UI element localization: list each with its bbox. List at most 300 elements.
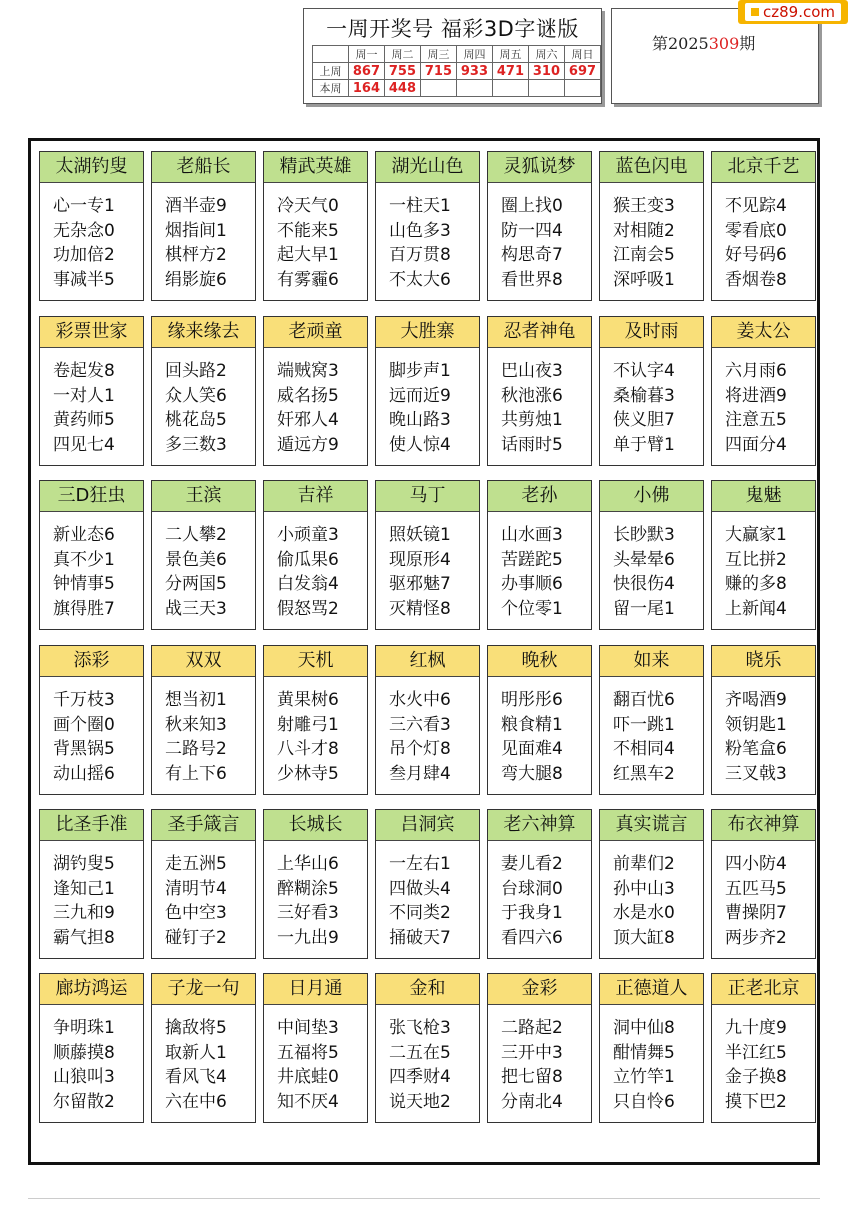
riddle-line: 捅破天7 bbox=[389, 927, 451, 948]
riddle-line: 长眇默3 bbox=[613, 525, 675, 545]
riddle-card bbox=[711, 645, 816, 795]
riddle-line: 红黑车2 bbox=[613, 763, 675, 784]
riddle-lines bbox=[264, 677, 367, 786]
riddle-line: 明彤彤6 bbox=[501, 690, 563, 710]
draw-results-table bbox=[312, 45, 601, 97]
riddle-lines bbox=[600, 677, 703, 786]
riddle-card-title: 双双 bbox=[152, 646, 255, 677]
riddle-line: 香烟卷8 bbox=[725, 269, 787, 290]
riddle-lines bbox=[712, 1005, 815, 1114]
riddle-lines bbox=[152, 1005, 255, 1114]
riddle-card bbox=[263, 316, 368, 466]
riddle-lines bbox=[488, 348, 591, 457]
riddle-line: 共剪烛1 bbox=[501, 410, 563, 430]
riddle-line: 两步齐2 bbox=[725, 927, 787, 948]
riddle-card-title: 子龙一句 bbox=[152, 974, 255, 1005]
riddle-lines bbox=[712, 512, 815, 621]
riddle-line: 一对人1 bbox=[53, 385, 115, 406]
riddle-card bbox=[151, 480, 256, 630]
riddle-line: 将进酒9 bbox=[725, 385, 787, 406]
riddle-line: 醉糊涂5 bbox=[277, 878, 339, 899]
riddle-card bbox=[487, 480, 592, 630]
riddle-card-title: 忍者神龟 bbox=[488, 317, 591, 348]
riddle-card-title: 长城长 bbox=[264, 810, 367, 841]
riddle-line: 好号码6 bbox=[725, 245, 787, 265]
riddle-lines bbox=[600, 512, 703, 621]
day-header: 周五 bbox=[492, 46, 528, 63]
riddle-lines bbox=[488, 1005, 591, 1114]
riddle-line: 只自怜6 bbox=[613, 1091, 675, 1112]
riddle-line: 功加倍2 bbox=[53, 245, 115, 265]
riddle-line: 走五洲5 bbox=[165, 854, 227, 874]
riddle-line: 旗得胜7 bbox=[53, 598, 115, 619]
riddle-line: 看世界8 bbox=[501, 269, 563, 290]
riddle-line: 少林寺5 bbox=[277, 763, 339, 784]
day-header: 周二 bbox=[384, 46, 420, 63]
riddle-line: 酣情舞5 bbox=[613, 1042, 675, 1063]
riddle-line: 众人笑6 bbox=[165, 385, 227, 406]
riddle-line: 见面难4 bbox=[501, 739, 563, 759]
riddle-line: 有雾霾6 bbox=[277, 269, 339, 290]
draw-number: 715 bbox=[420, 63, 456, 80]
riddle-line: 防一四4 bbox=[501, 220, 563, 241]
riddle-card-title: 大胜寨 bbox=[376, 317, 479, 348]
riddle-line: 立竹竿1 bbox=[613, 1067, 675, 1087]
riddle-card bbox=[151, 151, 256, 301]
riddle-line: 于我身1 bbox=[501, 903, 563, 923]
riddle-line: 事减半5 bbox=[53, 269, 115, 290]
riddle-card-title: 老船长 bbox=[152, 152, 255, 183]
riddle-card-title: 晓乐 bbox=[712, 646, 815, 677]
riddle-line: 五福将5 bbox=[277, 1042, 339, 1063]
riddle-lines bbox=[376, 677, 479, 786]
riddle-line: 妻儿看2 bbox=[501, 854, 563, 874]
riddle-card-title: 添彩 bbox=[40, 646, 143, 677]
riddle-card-title: 吕洞宾 bbox=[376, 810, 479, 841]
riddle-line: 粉笔盒6 bbox=[725, 739, 787, 759]
riddle-card-title: 湖光山色 bbox=[376, 152, 479, 183]
riddle-line: 背黑锅5 bbox=[53, 739, 115, 759]
draw-number: 867 bbox=[348, 63, 384, 80]
riddle-line: 画个圈0 bbox=[53, 714, 115, 735]
riddle-line: 回头路2 bbox=[165, 361, 227, 381]
riddle-line: 秋来知3 bbox=[165, 714, 227, 735]
riddle-line: 侠义胆7 bbox=[613, 410, 675, 430]
riddle-card bbox=[487, 316, 592, 466]
logo-square-icon bbox=[751, 8, 759, 16]
riddle-card-title: 正老北京 bbox=[712, 974, 815, 1005]
riddle-line: 话雨时5 bbox=[501, 434, 563, 455]
riddle-line: 顺藤摸8 bbox=[53, 1042, 115, 1063]
riddle-card-title: 鬼魅 bbox=[712, 481, 815, 512]
riddle-line: 棋枰方2 bbox=[165, 245, 227, 265]
riddle-lines bbox=[600, 841, 703, 950]
riddle-line: 单于臂1 bbox=[613, 434, 675, 455]
riddle-line: 叁月肆4 bbox=[389, 763, 451, 784]
riddle-line: 不相同4 bbox=[613, 739, 675, 759]
riddle-lines bbox=[264, 841, 367, 950]
riddle-card bbox=[599, 645, 704, 795]
riddle-card bbox=[487, 151, 592, 301]
riddle-card bbox=[39, 480, 144, 630]
riddle-line: 二五在5 bbox=[389, 1042, 451, 1063]
riddle-card-title: 比圣手准 bbox=[40, 810, 143, 841]
riddle-line: 清明节4 bbox=[165, 878, 227, 899]
riddle-line: 赚的多8 bbox=[725, 574, 787, 594]
riddle-line: 四面分4 bbox=[725, 434, 787, 455]
riddle-line: 六在中6 bbox=[165, 1091, 227, 1112]
riddle-line: 上华山6 bbox=[277, 854, 339, 874]
riddle-lines bbox=[152, 841, 255, 950]
panel-title: 一周开奖号 福彩3D字谜版 bbox=[326, 17, 579, 41]
riddle-card-title: 日月通 bbox=[264, 974, 367, 1005]
issue-number bbox=[652, 31, 755, 54]
riddle-line: 霸气担8 bbox=[53, 927, 115, 948]
riddle-lines bbox=[488, 841, 591, 950]
riddle-line: 秋池涨6 bbox=[501, 385, 563, 406]
table-row-last-week bbox=[313, 63, 601, 80]
riddle-card bbox=[39, 151, 144, 301]
site-badge[interactable] bbox=[738, 0, 848, 24]
riddle-lines bbox=[40, 512, 143, 621]
riddle-line: 翻百忧6 bbox=[613, 690, 675, 710]
riddle-line: 冷天气0 bbox=[277, 196, 339, 216]
riddle-lines bbox=[712, 348, 815, 457]
riddle-card bbox=[263, 973, 368, 1123]
riddle-line: 快很伤4 bbox=[613, 574, 675, 594]
draw-number bbox=[528, 80, 564, 97]
riddle-line: 留一尾1 bbox=[613, 598, 675, 619]
riddle-line: 二路起2 bbox=[501, 1018, 563, 1038]
riddle-card-title: 马丁 bbox=[376, 481, 479, 512]
riddle-line: 尔留散2 bbox=[53, 1091, 115, 1112]
riddle-card bbox=[151, 316, 256, 466]
riddle-line: 曹操阴7 bbox=[725, 903, 787, 923]
riddle-line: 真不少1 bbox=[53, 549, 115, 570]
riddle-line: 把七留8 bbox=[501, 1067, 563, 1087]
riddle-line: 黄药师5 bbox=[53, 410, 115, 430]
riddle-line: 三九和9 bbox=[53, 903, 115, 923]
riddle-lines bbox=[152, 512, 255, 621]
riddle-line: 三叉戟3 bbox=[725, 763, 787, 784]
riddle-line: 摸下巴2 bbox=[725, 1091, 787, 1112]
riddle-line: 二路号2 bbox=[165, 739, 227, 759]
riddle-line: 威名扬5 bbox=[277, 385, 339, 406]
riddle-line: 中间垫3 bbox=[277, 1018, 339, 1038]
riddle-card-title: 圣手箴言 bbox=[152, 810, 255, 841]
riddle-line: 说天地2 bbox=[389, 1091, 451, 1112]
riddle-card bbox=[487, 973, 592, 1123]
riddle-line: 巴山夜3 bbox=[501, 361, 563, 381]
riddle-line: 山色多3 bbox=[389, 220, 451, 241]
riddle-card bbox=[599, 973, 704, 1123]
riddle-lines bbox=[712, 841, 815, 950]
riddle-card bbox=[711, 809, 816, 959]
riddle-line: 深呼吸1 bbox=[613, 269, 675, 290]
riddle-card-title: 小佛 bbox=[600, 481, 703, 512]
riddle-card-title: 金和 bbox=[376, 974, 479, 1005]
riddle-line: 半江红5 bbox=[725, 1042, 787, 1063]
riddle-card-title: 缘来缘去 bbox=[152, 317, 255, 348]
riddle-line: 吊个灯8 bbox=[389, 739, 451, 759]
riddle-line: 领钥匙1 bbox=[725, 714, 787, 735]
riddle-card-title: 廊坊鸿运 bbox=[40, 974, 143, 1005]
draw-number bbox=[492, 80, 528, 97]
riddle-line: 江南会5 bbox=[613, 245, 675, 265]
riddle-line: 八斗才8 bbox=[277, 739, 339, 759]
riddle-line: 分南北4 bbox=[501, 1091, 563, 1112]
riddle-line: 湖钓叟5 bbox=[53, 854, 115, 874]
riddle-card-title: 及时雨 bbox=[600, 317, 703, 348]
riddle-lines bbox=[264, 348, 367, 457]
day-header: 周一 bbox=[348, 46, 384, 63]
riddle-card-title: 北京千艺 bbox=[712, 152, 815, 183]
riddle-line: 不同类2 bbox=[389, 903, 451, 923]
riddle-lines bbox=[152, 183, 255, 292]
riddle-line: 头晕晕6 bbox=[613, 549, 675, 570]
riddle-line: 粮食精1 bbox=[501, 714, 563, 735]
riddle-card-title: 王滨 bbox=[152, 481, 255, 512]
riddle-card bbox=[711, 316, 816, 466]
riddle-card bbox=[375, 645, 480, 795]
riddle-card bbox=[151, 809, 256, 959]
riddle-line: 井底蛙0 bbox=[277, 1067, 339, 1087]
riddle-line: 灭精怪8 bbox=[389, 598, 451, 619]
riddle-lines bbox=[376, 348, 479, 457]
riddle-line: 个位零1 bbox=[501, 598, 563, 619]
draw-number: 471 bbox=[492, 63, 528, 80]
divider bbox=[28, 1198, 820, 1199]
riddle-line: 战三天3 bbox=[165, 598, 227, 619]
riddle-card bbox=[599, 480, 704, 630]
riddle-line: 起大早1 bbox=[277, 245, 339, 265]
riddle-card-title: 如来 bbox=[600, 646, 703, 677]
riddle-line: 孙中山3 bbox=[613, 878, 675, 899]
riddle-line: 桑榆暮3 bbox=[613, 385, 675, 406]
riddle-lines bbox=[712, 677, 815, 786]
riddle-line: 四小防4 bbox=[725, 854, 787, 874]
riddle-line: 白发翁4 bbox=[277, 574, 339, 594]
riddle-line: 现原形4 bbox=[389, 549, 451, 570]
riddle-line: 遁远方9 bbox=[277, 434, 339, 455]
riddle-card-title: 天机 bbox=[264, 646, 367, 677]
riddle-line: 钟情事5 bbox=[53, 574, 115, 594]
riddle-card bbox=[263, 645, 368, 795]
riddle-card-title: 灵狐说梦 bbox=[488, 152, 591, 183]
riddle-card-title: 精武英雄 bbox=[264, 152, 367, 183]
riddle-card bbox=[263, 809, 368, 959]
draw-number bbox=[420, 80, 456, 97]
riddle-line: 四见七4 bbox=[53, 434, 115, 455]
draw-results-panel bbox=[303, 8, 602, 104]
riddle-line: 有上下6 bbox=[165, 763, 227, 784]
issue-number-value: 309 bbox=[708, 34, 740, 53]
riddle-line: 六月雨6 bbox=[725, 361, 787, 381]
riddle-card bbox=[599, 809, 704, 959]
riddle-line: 脚步声1 bbox=[389, 361, 451, 381]
riddle-card bbox=[39, 973, 144, 1123]
riddle-card bbox=[375, 480, 480, 630]
riddle-line: 不见踪4 bbox=[725, 196, 787, 216]
riddle-line: 桃花岛5 bbox=[165, 410, 227, 430]
riddle-line: 远而近9 bbox=[389, 385, 451, 406]
riddle-line: 看四六6 bbox=[501, 927, 563, 948]
issue-prefix: 第2025 bbox=[652, 34, 709, 53]
riddle-card bbox=[375, 316, 480, 466]
riddle-card-title: 老顽童 bbox=[264, 317, 367, 348]
riddle-line: 圈上找0 bbox=[501, 196, 563, 216]
riddle-line: 千万枝3 bbox=[53, 690, 115, 710]
riddle-lines bbox=[40, 183, 143, 292]
riddle-line: 前辈们2 bbox=[613, 854, 675, 874]
riddle-line: 取新人1 bbox=[165, 1042, 227, 1063]
riddle-card bbox=[263, 480, 368, 630]
riddle-line: 多三数3 bbox=[165, 434, 227, 455]
riddle-card-title: 老六神算 bbox=[488, 810, 591, 841]
riddle-line: 心一专1 bbox=[53, 196, 115, 216]
riddle-lines bbox=[40, 841, 143, 950]
riddle-line: 擒敌将5 bbox=[165, 1018, 227, 1038]
riddle-card bbox=[711, 151, 816, 301]
riddle-card bbox=[39, 316, 144, 466]
riddle-line: 三六看3 bbox=[389, 714, 451, 735]
riddle-line: 照妖镜1 bbox=[389, 525, 451, 545]
riddle-lines bbox=[600, 183, 703, 292]
riddle-lines bbox=[152, 677, 255, 786]
draw-number: 164 bbox=[348, 80, 384, 97]
table-header-row bbox=[313, 46, 601, 63]
riddle-card-title: 红枫 bbox=[376, 646, 479, 677]
riddle-line: 苦蹉跎5 bbox=[501, 549, 563, 570]
riddle-line: 不能来5 bbox=[277, 220, 339, 241]
riddle-line: 色中空3 bbox=[165, 903, 227, 923]
riddle-lines bbox=[40, 677, 143, 786]
riddle-card-title: 金彩 bbox=[488, 974, 591, 1005]
riddle-card-title: 晚秋 bbox=[488, 646, 591, 677]
riddle-line: 构思奇7 bbox=[501, 245, 563, 265]
riddle-line: 猴王变3 bbox=[613, 196, 675, 216]
riddle-board bbox=[28, 138, 820, 1165]
riddle-lines bbox=[376, 841, 479, 950]
riddle-line: 绢影旋6 bbox=[165, 269, 227, 290]
riddle-line: 看风飞4 bbox=[165, 1067, 227, 1087]
riddle-line: 偷瓜果6 bbox=[277, 549, 339, 570]
riddle-line: 金子换8 bbox=[725, 1067, 787, 1087]
riddle-line: 小顽童3 bbox=[277, 525, 339, 545]
riddle-lines bbox=[488, 183, 591, 292]
riddle-card-title: 蓝色闪电 bbox=[600, 152, 703, 183]
riddle-line: 零看底0 bbox=[725, 220, 787, 241]
riddle-card bbox=[487, 645, 592, 795]
draw-number: 310 bbox=[528, 63, 564, 80]
riddle-card bbox=[711, 973, 816, 1123]
riddle-line: 景色美6 bbox=[165, 549, 227, 570]
riddle-line: 二人攀2 bbox=[165, 525, 227, 545]
riddle-card bbox=[39, 645, 144, 795]
riddle-line: 上新闻4 bbox=[725, 598, 787, 619]
riddle-line: 一左右1 bbox=[389, 854, 451, 874]
riddle-line: 假怒骂2 bbox=[277, 598, 339, 619]
riddle-lines bbox=[376, 1005, 479, 1114]
riddle-card bbox=[375, 973, 480, 1123]
riddle-line: 水火中6 bbox=[389, 690, 451, 710]
riddle-card bbox=[375, 151, 480, 301]
riddle-line: 一柱天1 bbox=[389, 196, 451, 216]
draw-number: 448 bbox=[384, 80, 420, 97]
riddle-lines bbox=[376, 512, 479, 621]
riddle-lines bbox=[600, 348, 703, 457]
riddle-lines bbox=[488, 512, 591, 621]
riddle-lines bbox=[264, 183, 367, 292]
riddle-card bbox=[599, 151, 704, 301]
riddle-line: 山水画3 bbox=[501, 525, 563, 545]
riddle-card bbox=[151, 645, 256, 795]
riddle-card-title: 三D狂虫 bbox=[40, 481, 143, 512]
riddle-lines bbox=[712, 183, 815, 292]
riddle-line: 碰钉子2 bbox=[165, 927, 227, 948]
riddle-line: 办事顺6 bbox=[501, 574, 563, 594]
riddle-card-title: 老孙 bbox=[488, 481, 591, 512]
riddle-line: 吓一跳1 bbox=[613, 714, 675, 735]
riddle-card-title: 真实谎言 bbox=[600, 810, 703, 841]
riddle-line: 三开中3 bbox=[501, 1042, 563, 1063]
riddle-line: 驱邪魅7 bbox=[389, 574, 451, 594]
day-header: 周日 bbox=[564, 46, 600, 63]
riddle-line: 酒半壶9 bbox=[165, 196, 227, 216]
riddle-line: 注意五5 bbox=[725, 410, 787, 430]
riddle-line: 端贼窝3 bbox=[277, 361, 339, 381]
riddle-line: 卷起发8 bbox=[53, 361, 115, 381]
issue-suffix: 期 bbox=[739, 34, 756, 53]
riddle-line: 烟指间1 bbox=[165, 220, 227, 241]
riddle-line: 台球洞0 bbox=[501, 878, 563, 899]
riddle-card-title: 彩票世家 bbox=[40, 317, 143, 348]
riddle-lines bbox=[600, 1005, 703, 1114]
riddle-line: 顶大缸8 bbox=[613, 927, 675, 948]
riddle-lines bbox=[264, 1005, 367, 1114]
riddle-line: 射雕弓1 bbox=[277, 714, 339, 735]
riddle-lines bbox=[40, 348, 143, 457]
riddle-line: 使人惊4 bbox=[389, 434, 451, 455]
riddle-card bbox=[151, 973, 256, 1123]
riddle-line: 不太大6 bbox=[389, 269, 451, 290]
riddle-line: 五匹马5 bbox=[725, 878, 787, 899]
riddle-lines bbox=[264, 512, 367, 621]
riddle-line: 四做头4 bbox=[389, 878, 451, 899]
riddle-line: 动山摇6 bbox=[53, 763, 115, 784]
riddle-line: 黄果树6 bbox=[277, 690, 339, 710]
riddle-line: 奸邪人4 bbox=[277, 410, 339, 430]
riddle-line: 水是水0 bbox=[613, 903, 675, 923]
riddle-card bbox=[487, 809, 592, 959]
riddle-lines bbox=[376, 183, 479, 292]
riddle-line: 逢知己1 bbox=[53, 878, 115, 899]
riddle-line: 对相随2 bbox=[613, 220, 675, 241]
day-header: 周六 bbox=[528, 46, 564, 63]
riddle-line: 不认字4 bbox=[613, 361, 675, 381]
riddle-line: 一九出9 bbox=[277, 927, 339, 948]
riddle-line: 齐喝酒9 bbox=[725, 690, 787, 710]
draw-number: 697 bbox=[564, 63, 600, 80]
riddle-lines bbox=[152, 348, 255, 457]
draw-number: 933 bbox=[456, 63, 492, 80]
draw-number bbox=[564, 80, 600, 97]
riddle-card-title: 布衣神算 bbox=[712, 810, 815, 841]
riddle-line: 洞中仙8 bbox=[613, 1018, 675, 1038]
riddle-line: 三好看3 bbox=[277, 903, 339, 923]
row-label: 本周 bbox=[313, 80, 349, 97]
riddle-card bbox=[711, 480, 816, 630]
